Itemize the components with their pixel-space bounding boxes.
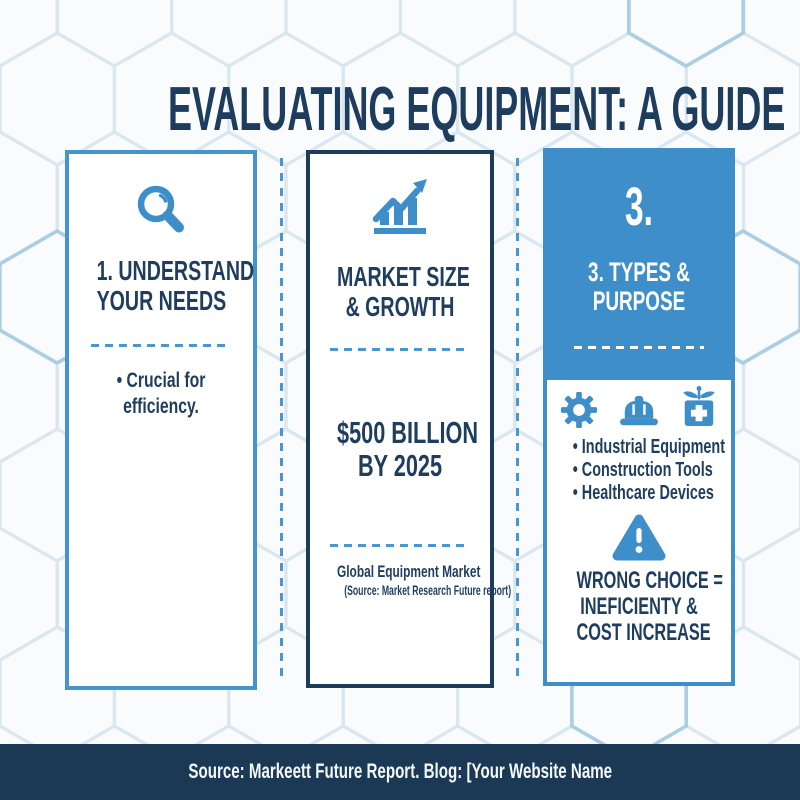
card1-heading xyxy=(69,256,253,316)
card1-bullet xyxy=(69,368,253,420)
card1-bullet-line2: efficiency. xyxy=(123,395,199,418)
card2-heading-line1: MARKET SIZE xyxy=(337,261,470,292)
card3-warning-line2: INEFICIENTY & xyxy=(580,593,698,620)
card3-warning-text xyxy=(547,568,731,646)
card3-bullet-2: • Construction Tools xyxy=(573,459,705,482)
card2-dashed-divider-bottom xyxy=(330,544,470,547)
column-separator-1 xyxy=(280,158,283,680)
bar-chart-growth-icon xyxy=(310,174,490,236)
card3-heading-line1: 3. TYPES & xyxy=(588,257,690,287)
card3-bullet-1: • Industrial Equipment xyxy=(573,436,705,459)
card2-caption-source xyxy=(310,582,512,599)
column-separator-2 xyxy=(516,158,519,680)
card2-stat-line1: $500 BILLION xyxy=(337,415,479,450)
card2-caption-title-text: Global Equipment Market xyxy=(337,562,481,581)
card3-number-text: 3. xyxy=(625,177,653,237)
hard-hat-icon xyxy=(618,393,660,434)
card1-dashed-divider xyxy=(91,344,231,347)
magnifier-icon xyxy=(69,180,253,242)
card2-stat xyxy=(310,416,490,482)
card3-bullet-list xyxy=(547,436,731,505)
first-aid-kit-icon xyxy=(680,385,718,434)
card2-heading xyxy=(310,262,490,322)
card3-dashed-divider xyxy=(574,346,704,349)
card1-bullet-line1: • Crucial for xyxy=(92,368,230,394)
card2-heading-line2: & GROWTH xyxy=(345,291,455,322)
gear-icon xyxy=(560,391,598,434)
card3-warning-line1: WRONG CHOICE = xyxy=(576,567,723,594)
card3-bullet-3: • Healthcare Devices xyxy=(573,482,705,505)
card-types-purpose xyxy=(543,148,735,686)
footer-source-text: Source: Markeett Future Report. Blog: [Your Website Name xyxy=(188,760,612,783)
card-market-size xyxy=(306,150,512,688)
card3-heading-line2: PURPOSE xyxy=(592,286,686,316)
card3-number-badge xyxy=(547,177,731,237)
card1-heading-line1: 1. UNDERSTAND xyxy=(96,255,255,286)
footer-bar xyxy=(0,744,800,800)
card2-stat-line2: BY 2025 xyxy=(357,448,443,483)
card2-dashed-divider-top xyxy=(330,348,470,351)
page-title xyxy=(0,74,800,144)
card2-caption-title xyxy=(310,562,490,582)
card3-heading xyxy=(547,258,731,316)
card2-caption-source-text: (Source: Market Research Future report) xyxy=(344,582,512,598)
card3-blue-header xyxy=(547,152,731,380)
page-title-text: EVALUATING EQUIPMENT: A GUIDE xyxy=(168,74,786,144)
card1-heading-line2: YOUR NEEDS xyxy=(96,285,227,316)
card-understand-needs xyxy=(65,150,257,690)
warning-triangle-icon xyxy=(547,512,731,564)
card3-warning-line3: COST INCREASE xyxy=(576,619,711,646)
card3-category-icons xyxy=(547,388,731,434)
